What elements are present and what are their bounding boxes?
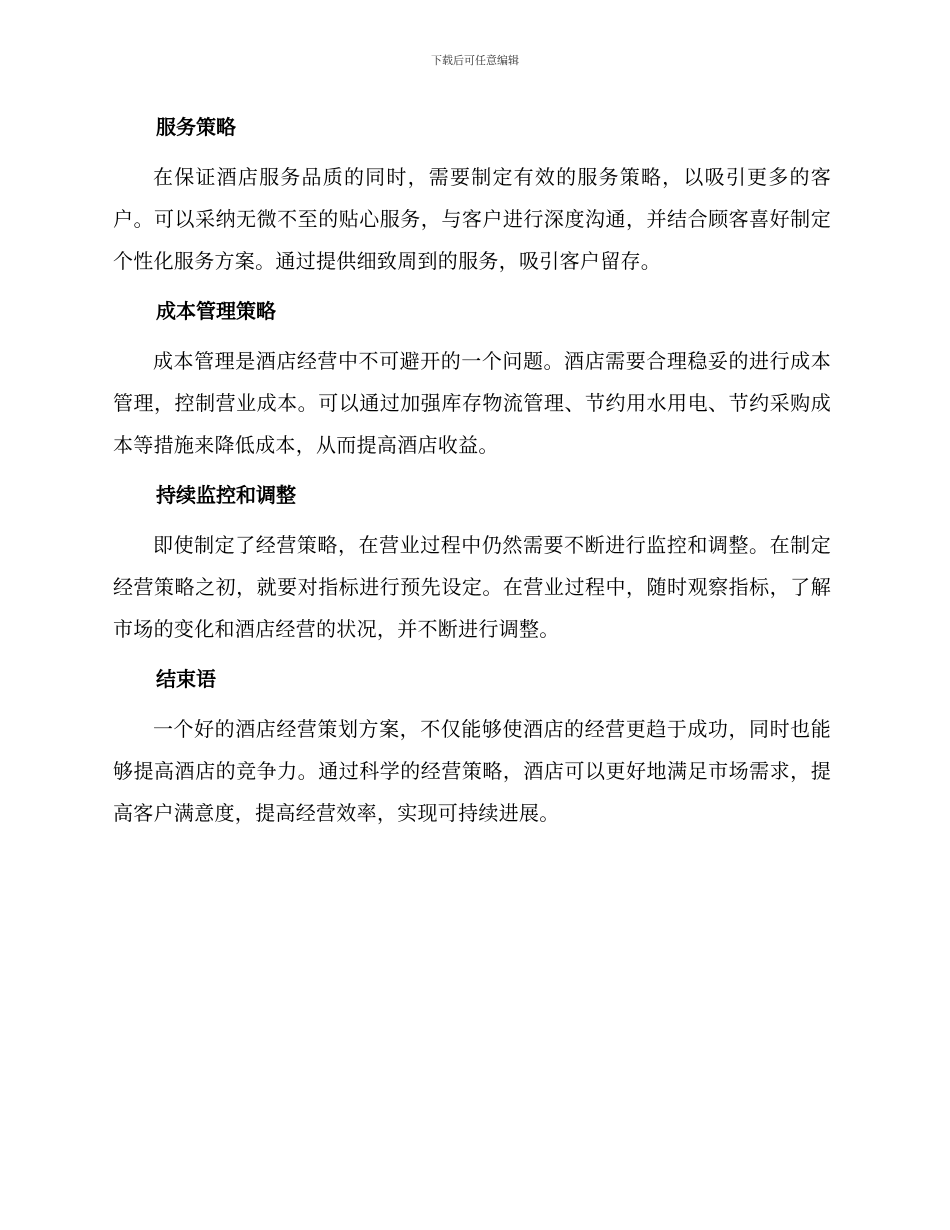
section-conclusion [113, 660, 831, 834]
section-service-strategy [113, 108, 831, 282]
section-paragraph: 即使制定了经营策略，在营业过程中仍然需要不断进行监控和调整。在制定经营策略之初，就要对指标进行预先设定。在营业过程中，随时观察指标，了解市场的变化和酒店经营的状况，并不断进行调整。 [113, 533, 831, 641]
section-title: 服务策略 [156, 115, 236, 139]
section-title: 持续监控和调整 [156, 483, 296, 507]
document-content [113, 108, 831, 834]
header-note: 下载后可任意编辑 [431, 54, 519, 67]
section-paragraph: 成本管理是酒店经营中不可避开的一个问题。酒店需要合理稳妥的进行成本管理，控制营业成本。可以通过加强库存物流管理、节约用水用电、节约采购成本等措施来降低成本，从而提高酒店收益。 [113, 349, 831, 457]
section-cost-management-strategy [113, 292, 831, 466]
section-title: 成本管理策略 [156, 299, 276, 323]
section-paragraph: 一个好的酒店经营策划方案，不仅能够使酒店的经营更趋于成功，同时也能够提高酒店的竞争力。通过科学的经营策略，酒店可以更好地满足市场需求，提高客户满意度，提高经营效率，实现可持续进展。 [113, 717, 831, 825]
section-monitoring-adjustment [113, 476, 831, 650]
section-paragraph: 在保证酒店服务品质的同时，需要制定有效的服务策略，以吸引更多的客户。可以采纳无微不至的贴心服务，与客户进行深度沟通，并结合顾客喜好制定个性化服务方案。通过提供细致周到的服务，吸引客户留存。 [113, 165, 831, 273]
section-title: 结束语 [156, 667, 216, 691]
